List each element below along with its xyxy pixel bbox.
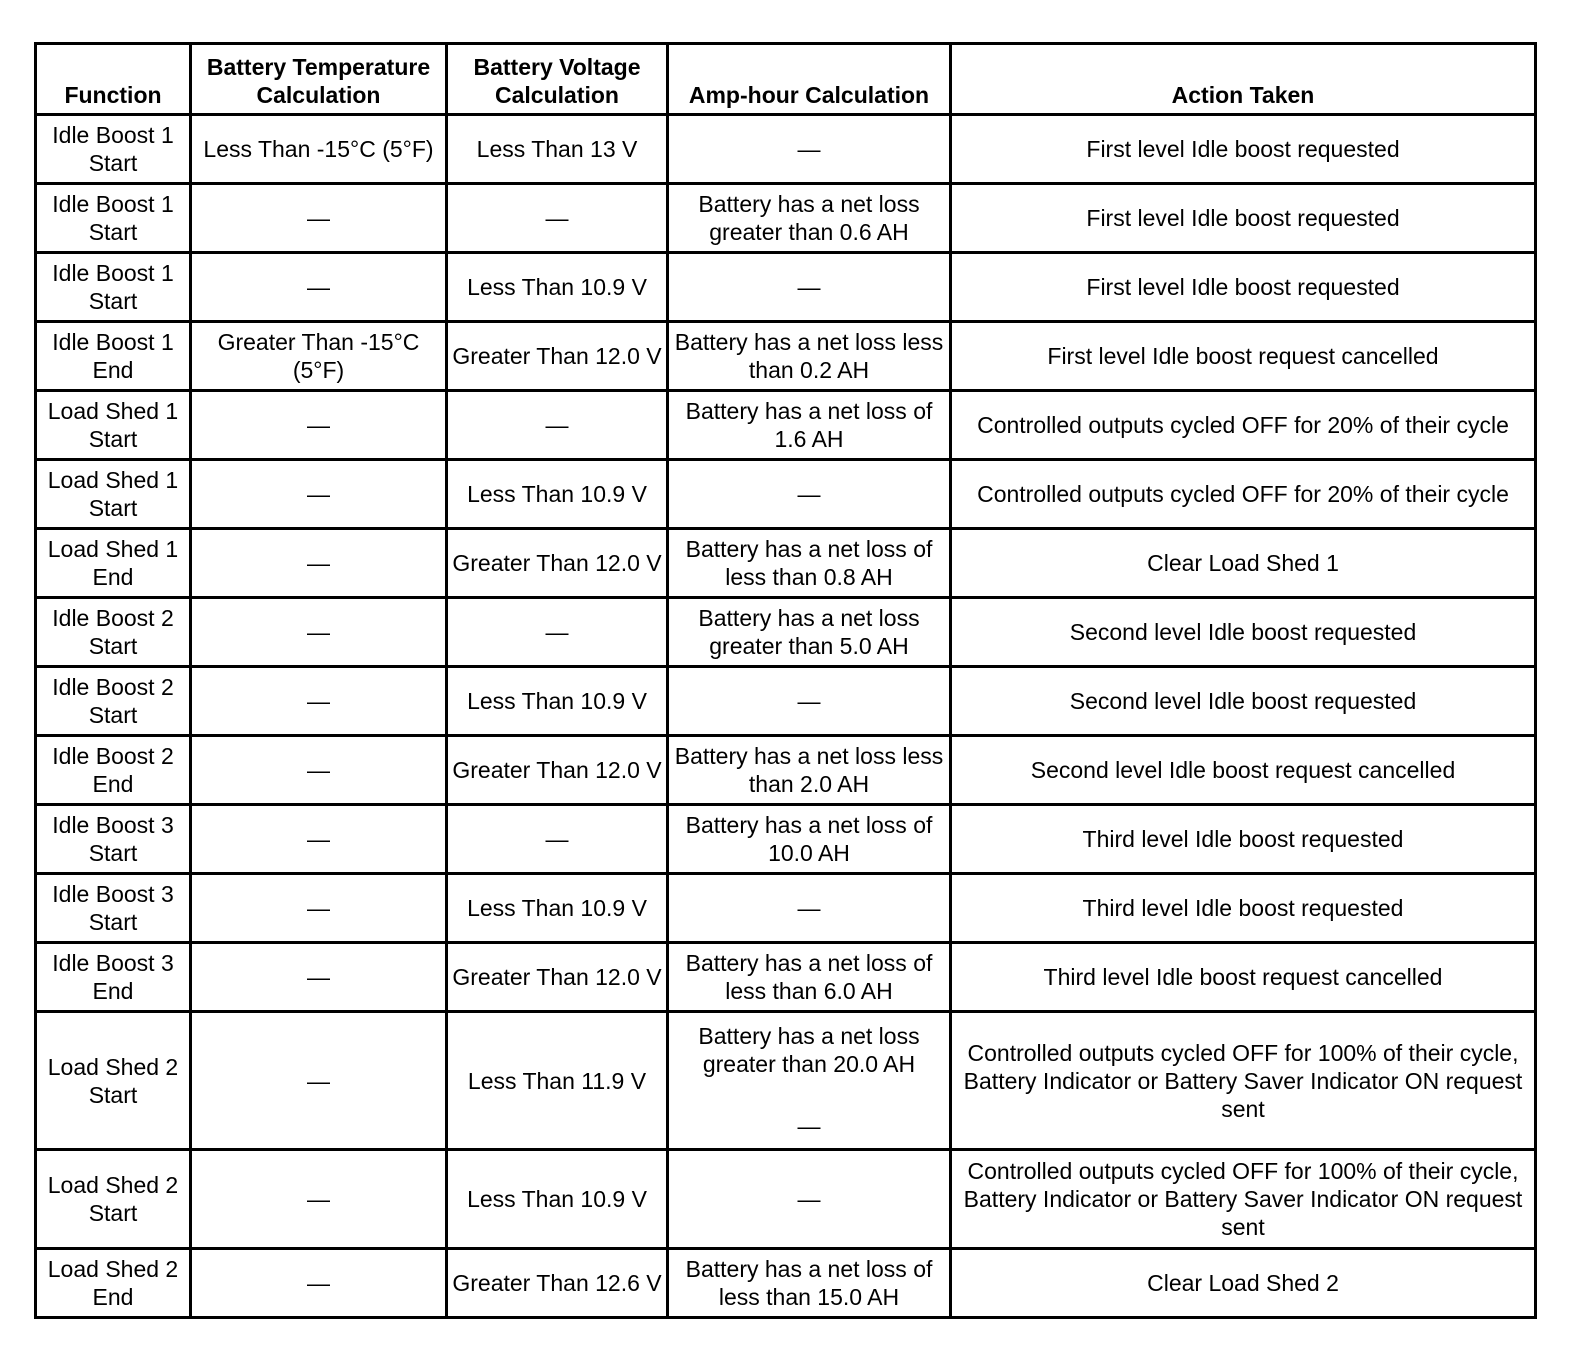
cell-voltage: — bbox=[447, 598, 668, 667]
cell-amp-hour: Battery has a net loss less than 0.2 AH bbox=[668, 322, 951, 391]
cell-action: Second level Idle boost requested bbox=[951, 598, 1536, 667]
cell-function: Idle Boost 3 End bbox=[36, 943, 191, 1012]
amp-hour-dash: — bbox=[797, 1112, 821, 1139]
cell-amp-hour: Battery has a net loss of 10.0 AH bbox=[668, 805, 951, 874]
cell-function: Idle Boost 3 Start bbox=[36, 805, 191, 874]
cell-action: Second level Idle boost requested bbox=[951, 667, 1536, 736]
cell-action: Third level Idle boost requested bbox=[951, 874, 1536, 943]
cell-temperature: — bbox=[191, 1012, 447, 1150]
cell-temperature: Less Than -15°C (5°F) bbox=[191, 115, 447, 184]
amp-hour-text: Battery has a net loss greater than 20.0 AH bbox=[698, 1022, 920, 1077]
table-row bbox=[36, 253, 1536, 322]
cell-temperature: — bbox=[191, 460, 447, 529]
cell-voltage: Less Than 10.9 V bbox=[447, 1150, 668, 1249]
cell-function: Load Shed 1 End bbox=[36, 529, 191, 598]
cell-voltage: Greater Than 12.0 V bbox=[447, 529, 668, 598]
cell-function: Idle Boost 1 End bbox=[36, 322, 191, 391]
cell-temperature: — bbox=[191, 598, 447, 667]
cell-temperature: — bbox=[191, 391, 447, 460]
cell-function: Load Shed 2 Start bbox=[36, 1150, 191, 1249]
cell-amp-hour: Battery has a net loss of less than 6.0 AH bbox=[668, 943, 951, 1012]
cell-amp-hour: — bbox=[668, 460, 951, 529]
cell-function: Idle Boost 1 Start bbox=[36, 115, 191, 184]
cell-action: First level Idle boost requested bbox=[951, 184, 1536, 253]
cell-function: Load Shed 2 Start bbox=[36, 1012, 191, 1150]
cell-function: Idle Boost 1 Start bbox=[36, 253, 191, 322]
table-row bbox=[36, 1150, 1536, 1249]
cell-temperature: — bbox=[191, 253, 447, 322]
cell-action: First level Idle boost request cancelled bbox=[951, 322, 1536, 391]
cell-voltage: Greater Than 12.6 V bbox=[447, 1249, 668, 1318]
cell-temperature: — bbox=[191, 667, 447, 736]
cell-voltage: Greater Than 12.0 V bbox=[447, 943, 668, 1012]
cell-action: Controlled outputs cycled OFF for 20% of their cycle bbox=[951, 391, 1536, 460]
cell-temperature: Greater Than -15°C (5°F) bbox=[191, 322, 447, 391]
header-amp-hour: Amp-hour Calculation bbox=[668, 44, 951, 115]
cell-function: Load Shed 1 Start bbox=[36, 391, 191, 460]
cell-amp-hour: Battery has a net loss greater than 0.6 AH bbox=[668, 184, 951, 253]
cell-amp-hour: Battery has a net loss greater than 5.0 AH bbox=[668, 598, 951, 667]
cell-function: Load Shed 1 Start bbox=[36, 460, 191, 529]
cell-voltage: Greater Than 12.0 V bbox=[447, 736, 668, 805]
cell-amp-hour bbox=[668, 1012, 951, 1150]
table-row bbox=[36, 805, 1536, 874]
cell-function: Idle Boost 2 Start bbox=[36, 667, 191, 736]
table-row bbox=[36, 1012, 1536, 1150]
cell-action: Controlled outputs cycled OFF for 100% of their cycle, Battery Indicator or Battery Saver Indicator ON request sent bbox=[951, 1012, 1536, 1150]
table-row bbox=[36, 184, 1536, 253]
cell-amp-hour: — bbox=[668, 874, 951, 943]
table-row bbox=[36, 598, 1536, 667]
cell-amp-hour: — bbox=[668, 253, 951, 322]
cell-voltage: — bbox=[447, 805, 668, 874]
cell-action: First level Idle boost requested bbox=[951, 115, 1536, 184]
cell-amp-hour: Battery has a net loss less than 2.0 AH bbox=[668, 736, 951, 805]
cell-temperature: — bbox=[191, 529, 447, 598]
cell-temperature: — bbox=[191, 1150, 447, 1249]
table-row bbox=[36, 943, 1536, 1012]
cell-voltage: — bbox=[447, 184, 668, 253]
cell-voltage: Greater Than 12.0 V bbox=[447, 322, 668, 391]
cell-function: Idle Boost 3 Start bbox=[36, 874, 191, 943]
header-temperature: Battery Temperature Calculation bbox=[191, 44, 447, 115]
cell-temperature: — bbox=[191, 805, 447, 874]
cell-action: Third level Idle boost requested bbox=[951, 805, 1536, 874]
header-voltage: Battery Voltage Calculation bbox=[447, 44, 668, 115]
cell-temperature: — bbox=[191, 874, 447, 943]
cell-amp-hour: Battery has a net loss of 1.6 AH bbox=[668, 391, 951, 460]
cell-temperature: — bbox=[191, 184, 447, 253]
cell-action: Controlled outputs cycled OFF for 20% of their cycle bbox=[951, 460, 1536, 529]
cell-voltage: Less Than 10.9 V bbox=[447, 874, 668, 943]
cell-voltage: Less Than 10.9 V bbox=[447, 460, 668, 529]
table-row bbox=[36, 874, 1536, 943]
cell-voltage: Less Than 13 V bbox=[447, 115, 668, 184]
cell-function: Idle Boost 2 End bbox=[36, 736, 191, 805]
table-row bbox=[36, 322, 1536, 391]
cell-amp-hour: Battery has a net loss of less than 0.8 AH bbox=[668, 529, 951, 598]
cell-amp-hour: — bbox=[668, 667, 951, 736]
header-action: Action Taken bbox=[951, 44, 1536, 115]
table-row bbox=[36, 736, 1536, 805]
cell-voltage: Less Than 10.9 V bbox=[447, 253, 668, 322]
table-row bbox=[36, 115, 1536, 184]
cell-function: Load Shed 2 End bbox=[36, 1249, 191, 1318]
header-function: Function bbox=[36, 44, 191, 115]
cell-function: Idle Boost 2 Start bbox=[36, 598, 191, 667]
table-row bbox=[36, 667, 1536, 736]
cell-amp-hour: — bbox=[668, 1150, 951, 1249]
header-row bbox=[36, 44, 1536, 115]
table-row bbox=[36, 460, 1536, 529]
cell-temperature: — bbox=[191, 943, 447, 1012]
cell-action: Third level Idle boost request cancelled bbox=[951, 943, 1536, 1012]
cell-action: Clear Load Shed 1 bbox=[951, 529, 1536, 598]
cell-action: Second level Idle boost request cancelled bbox=[951, 736, 1536, 805]
cell-temperature: — bbox=[191, 1249, 447, 1318]
table-row bbox=[36, 391, 1536, 460]
cell-action: Clear Load Shed 2 bbox=[951, 1249, 1536, 1318]
table-row bbox=[36, 529, 1536, 598]
cell-voltage: — bbox=[447, 391, 668, 460]
cell-amp-hour: Battery has a net loss of less than 15.0 AH bbox=[668, 1249, 951, 1318]
cell-action: First level Idle boost requested bbox=[951, 253, 1536, 322]
cell-amp-hour: — bbox=[668, 115, 951, 184]
cell-function: Idle Boost 1 Start bbox=[36, 184, 191, 253]
cell-action: Controlled outputs cycled OFF for 100% of their cycle, Battery Indicator or Battery Saver Indicator ON request sent bbox=[951, 1150, 1536, 1249]
cell-voltage: Less Than 11.9 V bbox=[447, 1012, 668, 1150]
cell-temperature: — bbox=[191, 736, 447, 805]
cell-voltage: Less Than 10.9 V bbox=[447, 667, 668, 736]
amp-hour-stack bbox=[672, 1022, 946, 1140]
battery-management-table bbox=[34, 42, 1537, 1319]
table-row bbox=[36, 1249, 1536, 1318]
